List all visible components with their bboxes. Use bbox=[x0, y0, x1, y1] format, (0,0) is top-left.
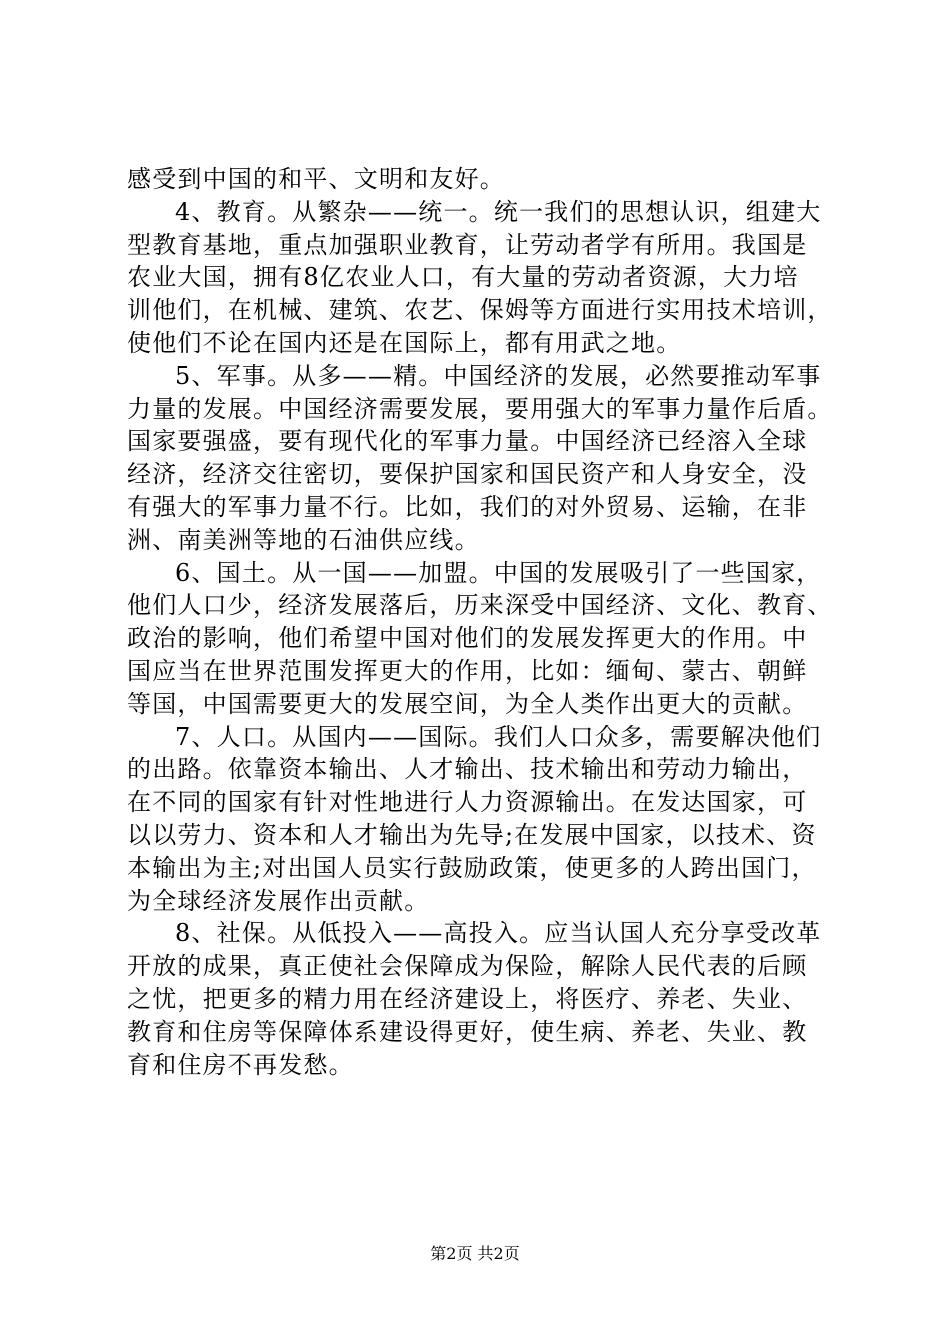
text-line: 教育和住房等保障体系建设得更好，使生病、养老、失业、教 bbox=[127, 1017, 808, 1046]
text-line: 开放的成果，真正使社会保障成为保险，解除人民代表的后顾 bbox=[127, 952, 808, 981]
text-line: 6、国土。从一国——加盟。中国的发展吸引了一些国家， bbox=[175, 558, 822, 587]
text-line: 洲、南美洲等地的石油供应线。 bbox=[127, 525, 480, 554]
text-line: 使他们不论在国内还是在国际上，都有用武之地。 bbox=[127, 328, 682, 357]
text-line: 本输出为主;对出国人员实行鼓励政策，使更多的人跨出国门， bbox=[127, 853, 817, 882]
text-line: 5、军事。从多——精。中国经济的发展，必然要推动军事 bbox=[175, 361, 822, 390]
text-line: 经济，经济交往密切，要保护国家和国民资产和人身安全，没 bbox=[127, 460, 808, 489]
text-line: 国家要强盛，要有现代化的军事力量。中国经济已经溶入全球 bbox=[127, 427, 808, 456]
text-line: 育和住房不再发愁。 bbox=[127, 1050, 354, 1079]
text-line: 之忧，把更多的精力用在经济建设上，将医疗、养老、失业、 bbox=[127, 984, 808, 1013]
text-line: 力量的发展。中国经济需要发展，要用强大的军事力量作后盾。 bbox=[127, 394, 833, 423]
text-line: 以以劳力、资本和人才输出为先导;在发展中国家，以技术、资 bbox=[127, 820, 817, 849]
text-line: 在不同的国家有针对性地进行人力资源输出。在发达国家，可 bbox=[127, 788, 808, 817]
text-line: 的出路。依靠资本输出、人才输出、技术输出和劳动力输出， bbox=[127, 755, 808, 784]
text-line: 型教育基地，重点加强职业教育，让劳动者学有所用。我国是 bbox=[127, 230, 808, 259]
text-line: 8、社保。从低投入——高投入。应当认国人充分享受改革 bbox=[175, 919, 822, 948]
document-body bbox=[127, 163, 833, 1081]
text-line: 训他们，在机械、建筑、农艺、保姆等方面进行实用技术培训， bbox=[127, 296, 833, 325]
text-line: 政治的影响，他们希望中国对他们的发展发挥更大的作用。中 bbox=[127, 624, 808, 653]
text-line: 7、人口。从国内——国际。我们人口众多，需要解决他们 bbox=[175, 722, 822, 751]
text-line: 感受到中国的和平、文明和友好。 bbox=[127, 165, 505, 193]
text-line: 等国，中国需要更大的发展空间，为全人类作出更大的贡献。 bbox=[127, 689, 808, 718]
text-line: 为全球经济发展作出贡献。 bbox=[127, 886, 430, 915]
text-line: 国应当在世界范围发挥更大的作用，比如：缅甸、蒙古、朝鲜 bbox=[127, 656, 808, 685]
text-line: 4、教育。从繁杂——统一。统一我们的思想认识，组建大 bbox=[175, 197, 822, 226]
text-line: 农业大国，拥有8亿农业人口，有大量的劳动者资源，大力培 bbox=[127, 263, 799, 292]
page-number-footer: 第2页 共2页 bbox=[430, 1244, 520, 1263]
text-line: 他们人口少，经济发展落后，历来深受中国经济、文化、教育、 bbox=[127, 591, 833, 620]
text-line: 有强大的军事力量不行。比如，我们的对外贸易、运输，在非 bbox=[127, 492, 808, 521]
